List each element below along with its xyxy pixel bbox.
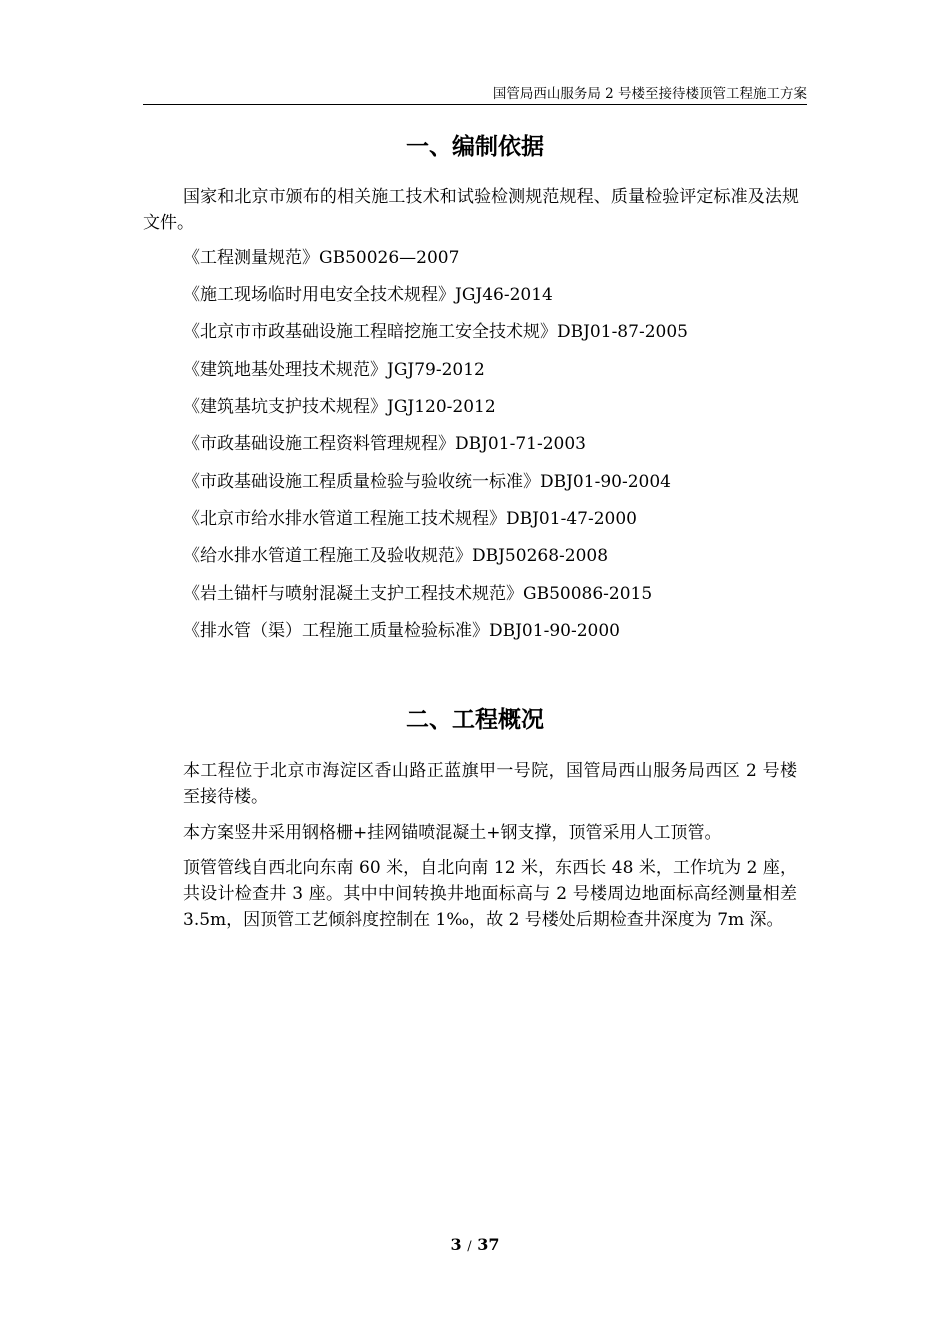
overview-paragraph: 本工程位于北京市海淀区香山路正蓝旗甲一号院，国管局西山服务局西区 2 号楼至接待楼。 — [183, 761, 797, 807]
standard-item: 《排水管（渠）工程施工质量检验标准》DBJ01-90-2000 — [183, 621, 620, 641]
standard-item: 《岩土锚杆与喷射混凝土支护工程技术规范》GB50086-2015 — [183, 584, 653, 604]
standard-item: 《施工现场临时用电安全技术规程》JGJ46-2014 — [183, 285, 553, 305]
page-number — [0, 1234, 950, 1258]
standard-item: 《建筑地基处理技术规范》JGJ79-2012 — [183, 360, 485, 380]
standard-item: 《北京市市政基础设施工程暗挖施工安全技术规》DBJ01-87-2005 — [183, 322, 688, 342]
section-heading-overview: 二、工程概况 — [406, 707, 544, 733]
basis-intro-paragraph: 国家和北京市颁布的相关施工技术和试验检测规范规程、质量检验评定标准及法规文件。 — [143, 187, 799, 233]
page-separator: / — [467, 1239, 472, 1254]
standard-item: 《市政基础设施工程质量检验与验收统一标准》DBJ01-90-2004 — [183, 472, 671, 492]
standard-item: 《建筑基坑支护技术规程》JGJ120-2012 — [183, 397, 496, 417]
standard-item: 《北京市给水排水管道工程施工技术规程》DBJ01-47-2000 — [183, 509, 637, 529]
current-page: 3 — [450, 1235, 462, 1254]
standard-item: 《市政基础设施工程资料管理规程》DBJ01-71-2003 — [183, 434, 586, 454]
section-heading-basis: 一、编制依据 — [406, 134, 544, 160]
overview-paragraph: 顶管管线自西北向东南 60 米，自北向南 12 米，东西长 48 米，工作坑为 2 座，共设计检查井 3 座。其中中间转换井地面标高与 2 号楼周边地面标高经测量相差 3.5m，因顶管工艺倾斜度控制在 1‰，故 2 号楼处后期检查井深度为 7m 深。 — [183, 858, 797, 930]
standard-item: 《工程测量规范》GB50026—2007 — [183, 248, 460, 268]
header-rule — [143, 104, 807, 105]
standard-item: 《给水排水管道工程施工及验收规范》DBJ50268-2008 — [183, 546, 609, 566]
running-header: 国管局西山服务局 2 号楼至接待楼顶管工程施工方案 — [492, 86, 807, 102]
overview-paragraph: 本方案竖井采用钢格栅+挂网锚喷混凝土+钢支撑，顶管采用人工顶管。 — [183, 823, 722, 843]
total-pages: 37 — [477, 1235, 500, 1254]
